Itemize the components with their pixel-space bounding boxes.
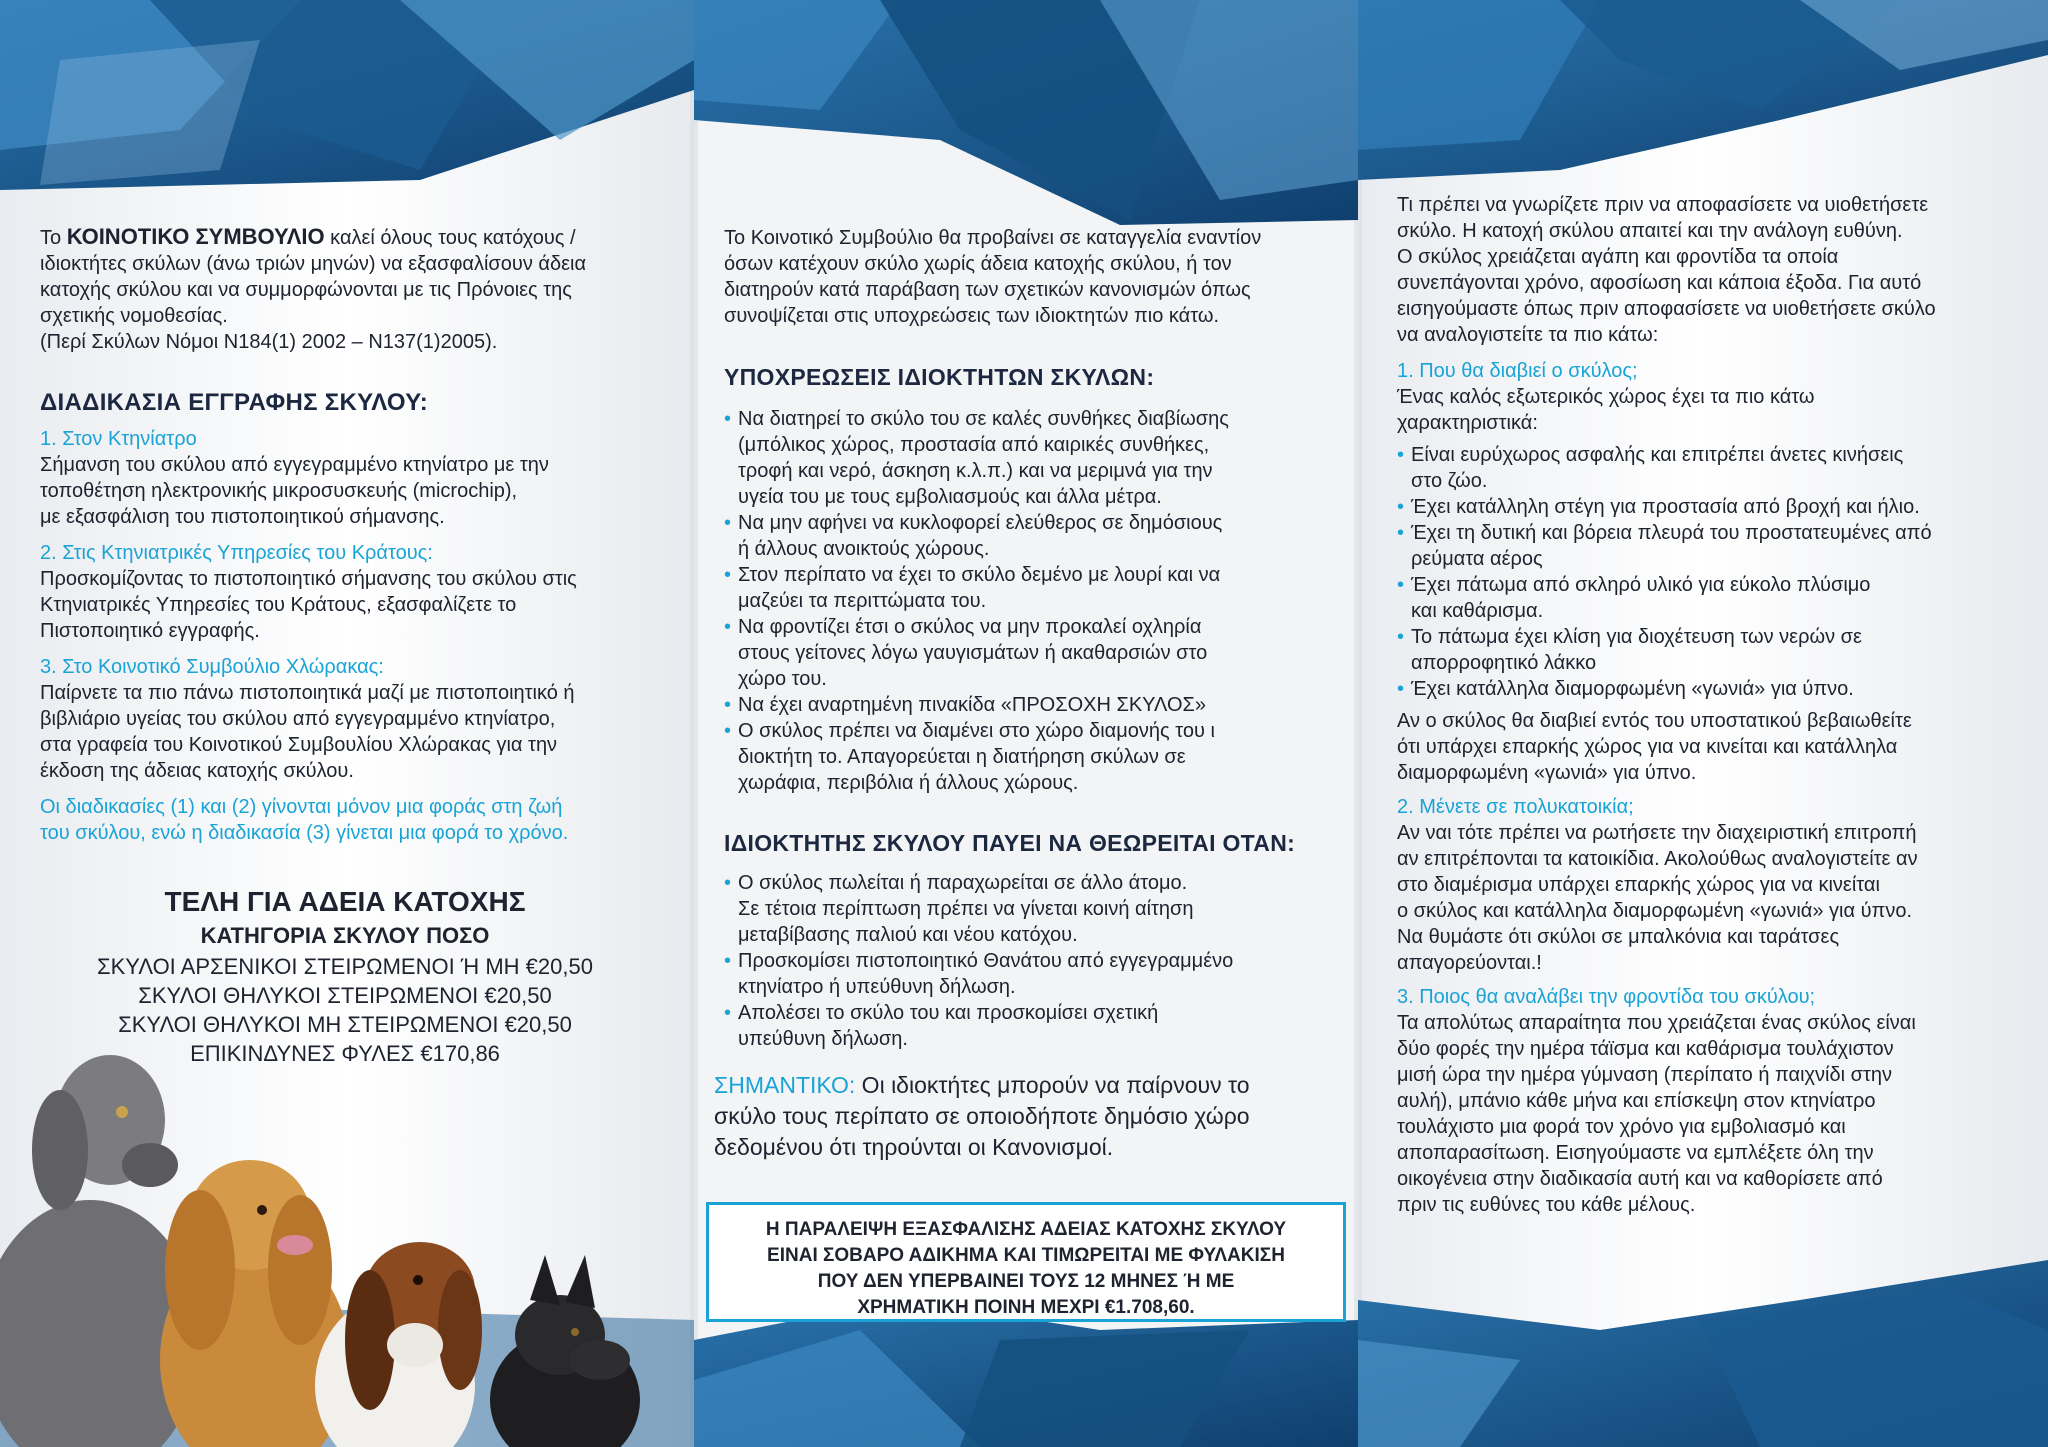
question-2-text: αν επιτρέπονται τα κατοικίδια. Ακολούθως αναλογιστείτε αν bbox=[1397, 848, 1918, 870]
outdoor-space-list bbox=[1397, 442, 2027, 702]
list-item-line: • Να διατηρεί το σκύλο του σε καλές συνθήκες διαβίωσης bbox=[738, 408, 1229, 430]
question-2-text: Να θυμάστε ότι σκύλοι σε μπαλκόνια και ταράτσες bbox=[1397, 926, 1840, 948]
list-item-line: ρεύματα αέρος bbox=[1411, 548, 1543, 570]
penalty-warning-box bbox=[706, 1202, 1346, 1322]
list-item-line: • Να φροντίζει έτσι ο σκύλος να μην προκαλεί οχληρία bbox=[738, 616, 1202, 638]
obligations-heading: ΥΠΟΧΡΕΩΣΕΙΣ ΙΔΙΟΚΤΗΤΩΝ ΣΚΥΛΩΝ: bbox=[724, 364, 1155, 390]
list-item-line: • Έχει κατάλληλα διαμορφωμένη «γωνιά» για ύπνο. bbox=[1411, 678, 1854, 700]
list-item-line: απορροφητικό λάκκο bbox=[1411, 652, 1597, 674]
question-3-text: οικογένεια στην διαδικασία αυτή και να καθορίσετε από bbox=[1397, 1168, 1883, 1190]
question-3-text: πριν τις ευθύνες του κάθε μέλους. bbox=[1397, 1194, 1696, 1216]
procedures-note: του σκύλου, ενώ η διαδικασία (3) γίνεται μια φορά το χρόνο. bbox=[40, 822, 569, 844]
fees-title: ΤΕΛΗ ΓΙΑ ΑΔΕΙΑ ΚΑΤΟΧΗΣ bbox=[164, 886, 526, 917]
list-item bbox=[724, 718, 1344, 796]
list-item-line: ή άλλους ανοικτούς χώρους. bbox=[738, 538, 990, 560]
intro-line: σκύλο. Η κατοχή σκύλου απαιτεί και την ανάλογη ευθύνη. bbox=[1397, 220, 1903, 242]
list-item-line: • Ο σκύλος πωλείται ή παραχωρείται σε άλλο άτομο. bbox=[738, 872, 1188, 894]
question-2-title: 2. Μένετε σε πολυκατοικία; bbox=[1397, 796, 1634, 818]
warning-line: Η ΠΑΡΑΛΕΙΨΗ ΕΞΑΣΦΑΛΙΣΗΣ ΑΔΕΙΑΣ ΚΑΤΟΧΗΣ ΣΚΥΛΟΥ bbox=[765, 1219, 1287, 1240]
step-2-title: 2. Στις Κτηνιατρικές Υπηρεσίες του Κράτους: bbox=[40, 542, 433, 564]
question-3-text: αυλή), μπάνιο κάθε μήνα και επίσκεψη στον κτηνίατρο bbox=[1397, 1090, 1876, 1112]
procedures-note: Οι διαδικασίες (1) και (2) γίνονται μόνον μια φοράς στη ζωή bbox=[40, 796, 563, 818]
step-1-text: με εξασφάλιση του πιστοποιητικού σήμανσης. bbox=[40, 506, 445, 528]
list-item bbox=[724, 1000, 1344, 1052]
list-item-line: • Να μην αφήνει να κυκλοφορεί ελεύθερος σε δημόσιους bbox=[738, 512, 1223, 534]
list-item-line: διοκτήτη το. Απαγορεύεται η διατήρηση σκύλων σε bbox=[738, 746, 1186, 768]
question-2-text: Αν ναι τότε πρέπει να ρωτήσετε την διαχειριστική επιτροπή bbox=[1397, 822, 1917, 844]
step-2-text: Κτηνιατρικές Υπηρεσίες του Κράτους, εξασφαλίζετε το bbox=[40, 594, 517, 616]
fee-row: ΣΚΥΛΟΙ ΑΡΣΕΝΙΚΟΙ ΣΤΕΙΡΩΜΕΝΟΙ Ή ΜΗ €20,50 bbox=[97, 954, 593, 979]
intro-line: συνοψίζεται στις υποχρεώσεις των ιδιοκτητών πιο κάτω. bbox=[724, 305, 1220, 327]
list-item bbox=[724, 692, 1344, 718]
question-1-title: 1. Που θα διαβιεί ο σκύλος; bbox=[1397, 360, 1638, 382]
list-item-line: στους γείτονες λόγω γαυγισμάτων ή ακαθαρσιών στο bbox=[738, 642, 1208, 664]
list-item-line: • Απολέσει το σκύλο του και προσκομίσει σχετική bbox=[738, 1002, 1159, 1024]
list-item bbox=[1397, 624, 2027, 676]
fees-subtitle: ΚΑΤΗΓΟΡΙΑ ΣΚΥΛΟΥ ΠΟΣΟ bbox=[200, 923, 490, 948]
scottish-terrier-dog-icon bbox=[490, 1255, 640, 1447]
council-name: ΚΟΙΝΟΤΙΚΟ ΣΥΜΒΟΥΛΙΟ bbox=[66, 224, 325, 249]
question-1-text: Αν ο σκύλος θα διαβιεί εντός του υποστατικού βεβαιωθείτε bbox=[1397, 710, 1912, 732]
list-item bbox=[724, 510, 1344, 562]
important-text: Οι ιδιοκτήτες μπορούν να παίρνουν το bbox=[855, 1072, 1250, 1098]
owner-heading: ΙΔΙΟΚΤΗΤΗΣ ΣΚΥΛΟΥ ΠΑΥΕΙ ΝΑ ΘΕΩΡΕΙΤΑΙ ΟΤΑΝ: bbox=[724, 830, 1296, 856]
question-3-title: 3. Ποιος θα αναλάβει την φροντίδα του σκύλου; bbox=[1397, 986, 1816, 1008]
list-item bbox=[724, 614, 1344, 692]
list-item-line: τροφή και νερό, άσκηση κ.λ.π.) και να μεριμνά για την bbox=[738, 460, 1213, 482]
intro-prefix: Το bbox=[40, 227, 67, 249]
intro-line: Ο σκύλος χρειάζεται αγάπη και φροντίδα τα οποία bbox=[1397, 246, 1839, 268]
owner-conditions-list bbox=[724, 870, 1344, 1052]
registration-steps bbox=[40, 426, 680, 846]
step-1-text: Σήμανση του σκύλου από εγγεγραμμένο κτηνίατρο με την bbox=[40, 454, 549, 476]
important-text: δεδομένου ότι τηρούνται οι Κανονισμοί. bbox=[714, 1134, 1114, 1160]
list-item-line: • Να έχει αναρτημένη πινακίδα «ΠΡΟΣΟΧΗ ΣΚΥΛΟΣ» bbox=[738, 694, 1207, 716]
list-item-line: • Έχει κατάλληλη στέγη για προστασία από βροχή και ήλιο. bbox=[1411, 496, 1920, 518]
right-intro bbox=[1397, 192, 2027, 1218]
list-item-line: χώρο του. bbox=[738, 668, 827, 690]
dogs-illustration bbox=[0, 1040, 680, 1447]
important-text: σκύλο τους περίπατο σε οποιοδήποτε δημόσιο χώρο bbox=[714, 1103, 1250, 1129]
list-item bbox=[724, 870, 1344, 948]
warning-line: ΠΟΥ ΔΕΝ ΥΠΕΡΒΑΙΝΕΙ ΤΟΥΣ 12 ΜΗΝΕΣ Ή ΜΕ bbox=[817, 1271, 1235, 1292]
question-1-text: διαμορφωμένη «γωνιά» για ύπνο. bbox=[1397, 762, 1697, 784]
license-fees bbox=[40, 884, 650, 1068]
warning-line: ΧΡΗΜΑΤΙΚΗ ΠΟΙΝΗ ΜΕΧΡΙ €1.708,60. bbox=[857, 1297, 1195, 1318]
list-item-line: μεταβίβασης παλιού και νέου κατόχου. bbox=[738, 924, 1078, 946]
basset-hound-dog-icon bbox=[315, 1242, 482, 1447]
question-3-text: μισή ώρα την ημέρα γύμναση (περίπατο ή παιχνίδι στην bbox=[1397, 1064, 1892, 1086]
list-item-line: (μπόλικος χώρος, προστασία από καιρικές συνθήκες, bbox=[738, 434, 1210, 456]
step-2-text: Πιστοποιητικό εγγραφής. bbox=[40, 620, 260, 642]
list-item-line: μαζεύει τα περιττώματα του. bbox=[738, 590, 987, 612]
intro-line: όσων κατέχουν σκύλο χωρίς άδεια κατοχής σκύλου, ή τον bbox=[724, 253, 1232, 275]
intro-line: ιδιοκτήτες σκύλων (άνω τριών μηνών) να εξασφαλίσουν άδεια bbox=[40, 253, 587, 275]
list-item-line: • Έχει πάτωμα από σκληρό υλικό για εύκολο πλύσιμο bbox=[1411, 574, 1871, 596]
step-3-text: Παίρνετε τα πιο πάνω πιστοποιητικά μαζί με πιστοποιητικό ή bbox=[40, 682, 575, 704]
question-1-text: χαρακτηριστικά: bbox=[1397, 412, 1538, 434]
intro-line: κατοχής σκύλου και να συμμορφώνονται με τις Πρόνοιες της bbox=[40, 279, 572, 301]
question-2-text: στο διαμέρισμα υπάρχει επαρκής χώρος για να κινείται bbox=[1397, 874, 1880, 896]
intro-line: να αναλογιστείτε τα πιο κάτω: bbox=[1397, 324, 1659, 346]
middle-intro bbox=[724, 225, 1344, 329]
step-2-text: Προσκομίζοντας το πιστοποιητικό σήμανσης του σκύλου στις bbox=[40, 568, 577, 590]
list-item bbox=[1397, 572, 2027, 624]
question-2-text: ο σκύλος και κατάλληλα διαμορφωμένη «γωνιά» για ύπνο. bbox=[1397, 900, 1912, 922]
question-3-text: Τα απολύτως απαραίτητα που χρειάζεται ένας σκύλος είναι bbox=[1397, 1012, 1916, 1034]
fee-row: ΣΚΥΛΟΙ ΘΗΛΥΚΟΙ ΜΗ ΣΤΕΙΡΩΜΕΝΟΙ €20,50 bbox=[118, 1012, 572, 1037]
fee-row: ΕΠΙΚΙΝΔΥΝΕΣ ΦΥΛΕΣ €170,86 bbox=[190, 1041, 500, 1066]
list-item-line: • Στον περίπατο να έχει το σκύλο δεμένο με λουρί και να bbox=[738, 564, 1221, 586]
question-3-text: αποπαρασίτωση. Εισηγούμαστε να εμπλέξετε όλη την bbox=[1397, 1142, 1874, 1164]
fee-row: ΣΚΥΛΟΙ ΘΗΛΥΚΟΙ ΣΤΕΙΡΩΜΕΝΟΙ €20,50 bbox=[138, 983, 552, 1008]
step-3-text: έκδοση της άδειας κατοχής σκύλου. bbox=[40, 760, 354, 782]
step-1-title: 1. Στον Κτηνίατρο bbox=[40, 428, 197, 450]
list-item-line: υγεία του με τους εμβολιασμούς και άλλα μέτρα. bbox=[738, 486, 1162, 508]
list-item bbox=[1397, 442, 2027, 494]
list-item-line: • Είναι ευρύχωρος ασφαλής και επιτρέπει άνετες κινήσεις bbox=[1411, 444, 1904, 466]
list-item bbox=[1397, 494, 2027, 520]
intro-line: διατηρούν κατά παράβαση των σχετικών κανονισμών όπως bbox=[724, 279, 1251, 301]
question-3-text: τουλάχιστο μια φορά τον χρόνο για εμβολιασμό και bbox=[1397, 1116, 1846, 1138]
list-item bbox=[1397, 520, 2027, 572]
list-item-line: • Προσκομίσει πιστοποιητικό Θανάτου από εγγεγραμμένο bbox=[738, 950, 1234, 972]
question-3-text: δύο φορές την ημέρα τάϊσμα και καθάρισμα τουλάχιστον bbox=[1397, 1038, 1894, 1060]
list-item-line: χωράφια, περιβόλια ή άλλους χώρους. bbox=[738, 772, 1079, 794]
question-1-text: Ένας καλός εξωτερικός χώρος έχει τα πιο κάτω bbox=[1397, 386, 1815, 408]
list-item-line: Σε τέτοια περίπτωση πρέπει να γίνεται κοινή αίτηση bbox=[738, 898, 1194, 920]
list-item-line: στο ζώο. bbox=[1411, 470, 1488, 492]
step-3-text: βιβλιάριο υγείας του σκύλου από εγγεγραμμένο κτηνίατρο, bbox=[40, 708, 556, 730]
step-3-text: στα γραφεία του Κοινοτικού Συμβουλίου Χλώρακας για την bbox=[40, 734, 558, 756]
warning-line: ΕΙΝΑΙ ΣΟΒΑΡΟ ΑΔΙΚΗΜΑ ΚΑΙ ΤΙΜΩΡΕΙΤΑΙ ΜΕ ΦΥΛΑΚΙΣΗ bbox=[767, 1245, 1285, 1266]
question-2-text: απαγορεύονται.! bbox=[1397, 952, 1542, 974]
intro-line: Το Κοινοτικό Συμβούλιο θα προβαίνει σε καταγγελία εναντίον bbox=[724, 227, 1262, 249]
intro-line: συνεπάγονται χρόνο, αφοσίωση και κάποια έξοδα. Για αυτό bbox=[1397, 272, 1922, 294]
intro-line: εισηγούμαστε όπως πριν αποφασίσετε να υιοθετήσετε σκύλο bbox=[1397, 298, 1936, 320]
list-item bbox=[724, 562, 1344, 614]
list-item-line: και καθάρισμα. bbox=[1411, 600, 1544, 622]
list-item-line: • Έχει τη δυτική και βόρεια πλευρά του προστατευμένες από bbox=[1411, 522, 1932, 544]
list-item-line: • Ο σκύλος πρέπει να διαμένει στο χώρο διαμονής του ι bbox=[738, 720, 1215, 742]
list-item bbox=[724, 948, 1344, 1000]
question-1-text: ότι υπάρχει επαρκής χώρος για να κινείται και κατάλληλα bbox=[1397, 736, 1898, 758]
list-item bbox=[724, 406, 1344, 510]
list-item bbox=[1397, 676, 2027, 702]
important-label: ΣΗΜΑΝΤΙΚΟ: bbox=[714, 1072, 856, 1098]
law-reference: (Περί Σκύλων Νόμοι Ν184(1) 2002 – Ν137(1)2005). bbox=[40, 331, 498, 353]
list-item-line: • Το πάτωμα έχει κλίση για διοχέτευση των νερών σε bbox=[1411, 626, 1862, 648]
list-item-line: υπεύθυνη δήλωση. bbox=[738, 1028, 908, 1050]
registration-heading: ΔΙΑΔΙΚΑΣΙΑ ΕΓΓΡΑΦΗΣ ΣΚΥΛΟΥ: bbox=[40, 389, 429, 416]
intro-line: Τι πρέπει να γνωρίζετε πριν να αποφασίσετε να υιοθετήσετε bbox=[1397, 194, 1929, 216]
step-1-text: τοποθέτηση ηλεκτρονικής μικροσυσκευής (microchip), bbox=[40, 480, 518, 502]
obligations-list bbox=[724, 406, 1344, 796]
intro-line: καλεί όλους τους κατόχους / bbox=[324, 227, 576, 249]
left-intro bbox=[40, 224, 670, 355]
intro-line: σχετικής νομοθεσίας. bbox=[40, 305, 228, 327]
list-item-line: κτηνίατρο ή υπεύθυνη δήλωση. bbox=[738, 976, 1016, 998]
important-note bbox=[714, 1070, 1334, 1163]
step-3-title: 3. Στο Κοινοτικό Συμβούλιο Χλώρακας: bbox=[40, 656, 384, 678]
